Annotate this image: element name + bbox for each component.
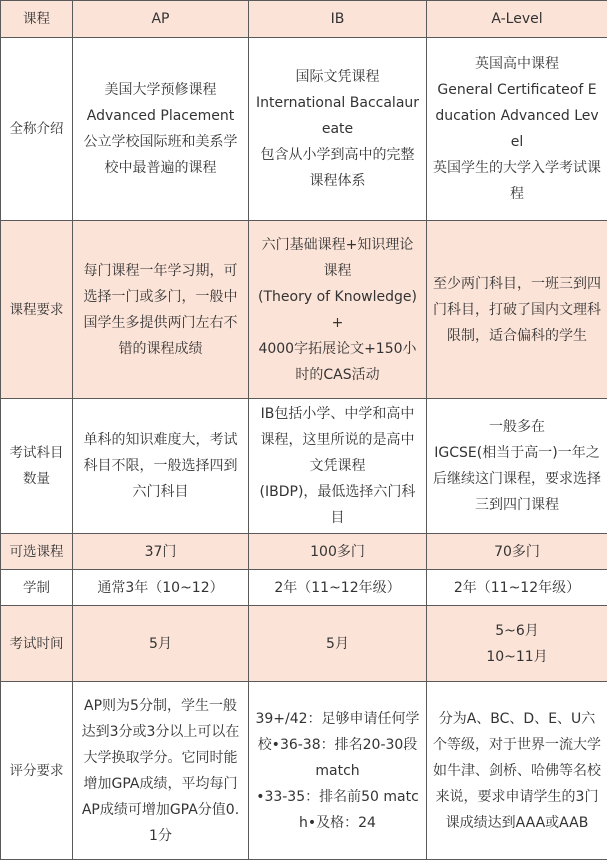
row-full-name — [1, 38, 607, 221]
cell-alevel: 至少两门科目，一班三到四门科目，打破了国内文理科限制，适合偏科的学生 — [427, 221, 607, 399]
cell-alevel: 英国高中课程 General Certificateof Education Advanced Level 英国学生的大学入学考试课程 — [427, 38, 607, 221]
row-duration — [1, 570, 607, 606]
cell-alevel: 一般多在 IGCSE(相当于高一)一年之后继续这门课程，要求选择三到四门课程 — [427, 399, 607, 534]
row-course-requirements — [1, 221, 607, 399]
cell-alevel: 70多门 — [427, 534, 607, 570]
row-exam-time — [1, 606, 607, 682]
row-grading — [1, 682, 607, 860]
column-header-ib: IB — [249, 1, 427, 38]
row-label: 考试时间 — [1, 606, 73, 682]
row-exam-subjects — [1, 399, 607, 534]
cell-alevel: 分为A、BC、D、E、U六个等级，对于世界一流大学如牛津、剑桥、哈佛等名校来说，要求申请学生的3门课成绩达到AAA或AAB — [427, 682, 607, 860]
cell-ap: 37门 — [73, 534, 249, 570]
row-label: 学制 — [1, 570, 73, 606]
cell-ib: 国际文凭课程 International Baccalaureate 包含从小学到高中的完整课程体系 — [249, 38, 427, 221]
cell-ib: IB包括小学、中学和高中课程，这里所说的是高中文凭课程 (IBDP)，最低选择六门科目 — [249, 399, 427, 534]
cell-alevel: 2年（11~12年级） — [427, 570, 607, 606]
corner-header: 课程 — [1, 1, 73, 38]
cell-ib: 六门基础课程+知识理论课程 (Theory of Knowledge)+ 4000字拓展论文+150小时的CAS活动 — [249, 221, 427, 399]
row-optional-courses — [1, 534, 607, 570]
cell-ap: 单科的知识难度大，考试科目不限，一般选择四到六门科目 — [73, 399, 249, 534]
cell-ib: 2年（11~12年级） — [249, 570, 427, 606]
cell-ap: 通常3年（10~12） — [73, 570, 249, 606]
row-label: 评分要求 — [1, 682, 73, 860]
row-label: 全称介绍 — [1, 38, 73, 221]
cell-ap: AP则为5分制，学生一般达到3分或3分以上可以在大学换取学分。它同时能增加GPA成绩，平均每门AP成绩可增加GPA分值0.1分 — [73, 682, 249, 860]
cell-ap: 5月 — [73, 606, 249, 682]
row-label: 课程要求 — [1, 221, 73, 399]
row-label: 考试科目 数量 — [1, 399, 73, 534]
column-header-ap: AP — [73, 1, 249, 38]
cell-ap: 每门课程一年学习期，可选择一门或多门，一般中国学生多提供两门左右不错的课程成绩 — [73, 221, 249, 399]
cell-ib: 5月 — [249, 606, 427, 682]
cell-ap: 美国大学预修课程 Advanced Placement 公立学校国际班和美系学校中最普遍的课程 — [73, 38, 249, 221]
header-row — [1, 1, 607, 38]
cell-ib: 39+/42：足够申请任何学校•36-38：排名20-30段match •33-35：排名前50 match•及格：24 — [249, 682, 427, 860]
cell-alevel: 5~6月 10~11月 — [427, 606, 607, 682]
row-label: 可选课程 — [1, 534, 73, 570]
column-header-alevel: A-Level — [427, 1, 607, 38]
cell-ib: 100多门 — [249, 534, 427, 570]
